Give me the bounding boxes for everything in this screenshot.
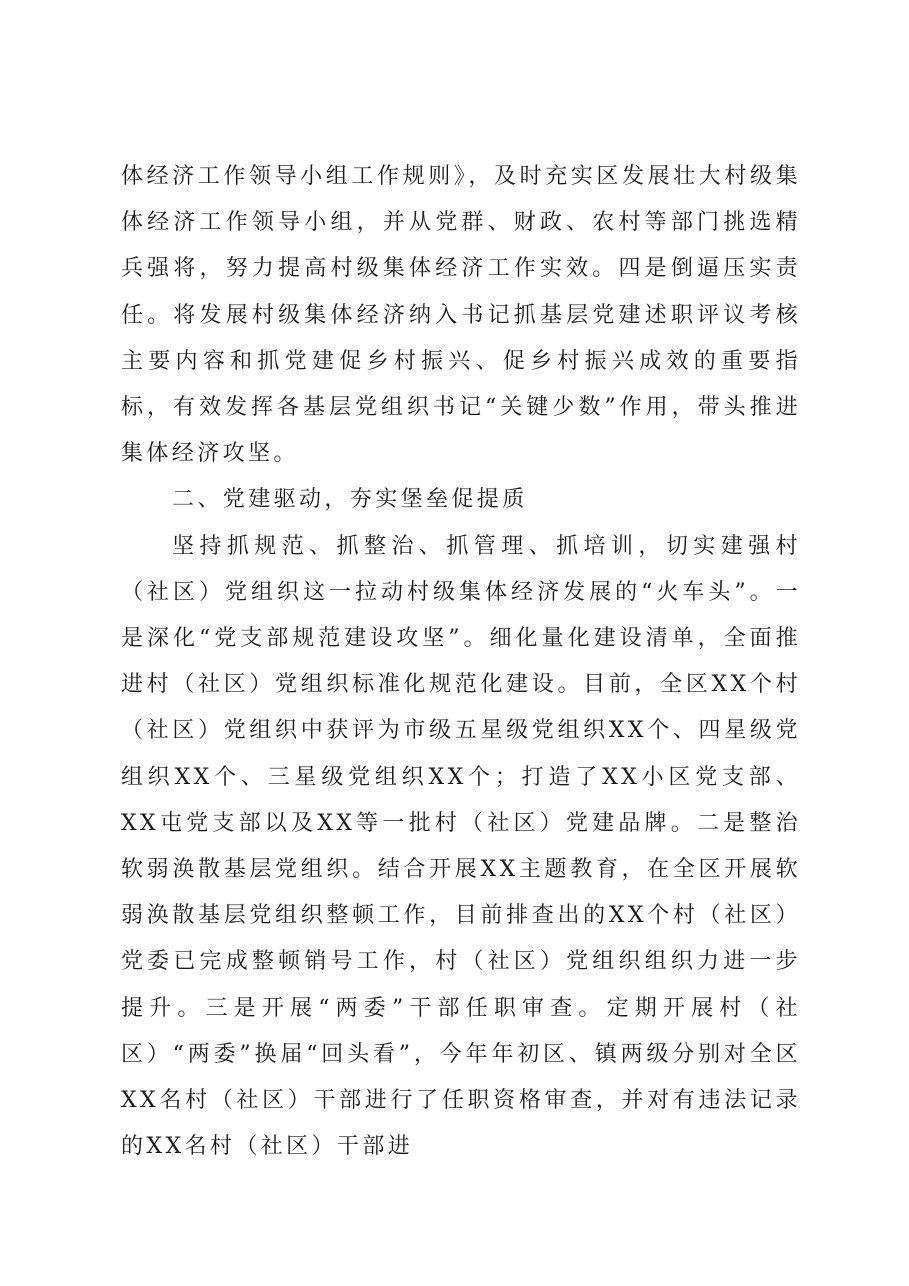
paragraph-continuation: 体经济工作领导小组工作规则》，及时充实区发展壮大村级集体经济工作领导小组，并从党群、财政、农村等部门挑选精兵强将，努力提高村级集体经济工作实效。四是倒逼压实责任。将发展村级集体经济纳入书记抓基层党建述职评议考核主要内容和抓党建促乡村振兴、促乡村振兴成效的重要指标，有效发挥各基层党组织书记“关键少数”作用，带头推进集体经济攻坚。 bbox=[121, 164, 801, 467]
section-heading: 二、党建驱动，夯实堡垒促提质 bbox=[172, 487, 528, 513]
paragraph-body: 坚持抓规范、抓整治、抓管理、抓培训，切实建强村（社区）党组织这一拉动村级集体经济发展的“火车头”。一是深化“党支部规范建设攻坚”。细化量化建设清单，全面推进村（社区）党组织标准化规范化建设。目前，全区XX个村（社区）党组织中获评为市级五星级党组织XX个、四星级党组织XX个、三星级党组织XX个；打造了XX小区党支部、XX屯党支部以及XX等一批村（社区）党建品牌。二是整治软弱涣散基层党组织。结合开展XX主题教育，在全区开展软弱涣散基层党组织整顿工作，目前排查出的XX个村（社区）党委已完成整顿销号工作，村（社区）党组织组织力进一步提升。三是开展“两委”干部任职审查。定期开展村（社区）“两委”换届“回头看”，今年年初区、镇两级分别对全区XX名村（社区）干部进行了任职资格审查，并对有违法记录的XX名村（社区）干部进 bbox=[121, 533, 801, 1160]
document-body bbox=[121, 154, 801, 1170]
